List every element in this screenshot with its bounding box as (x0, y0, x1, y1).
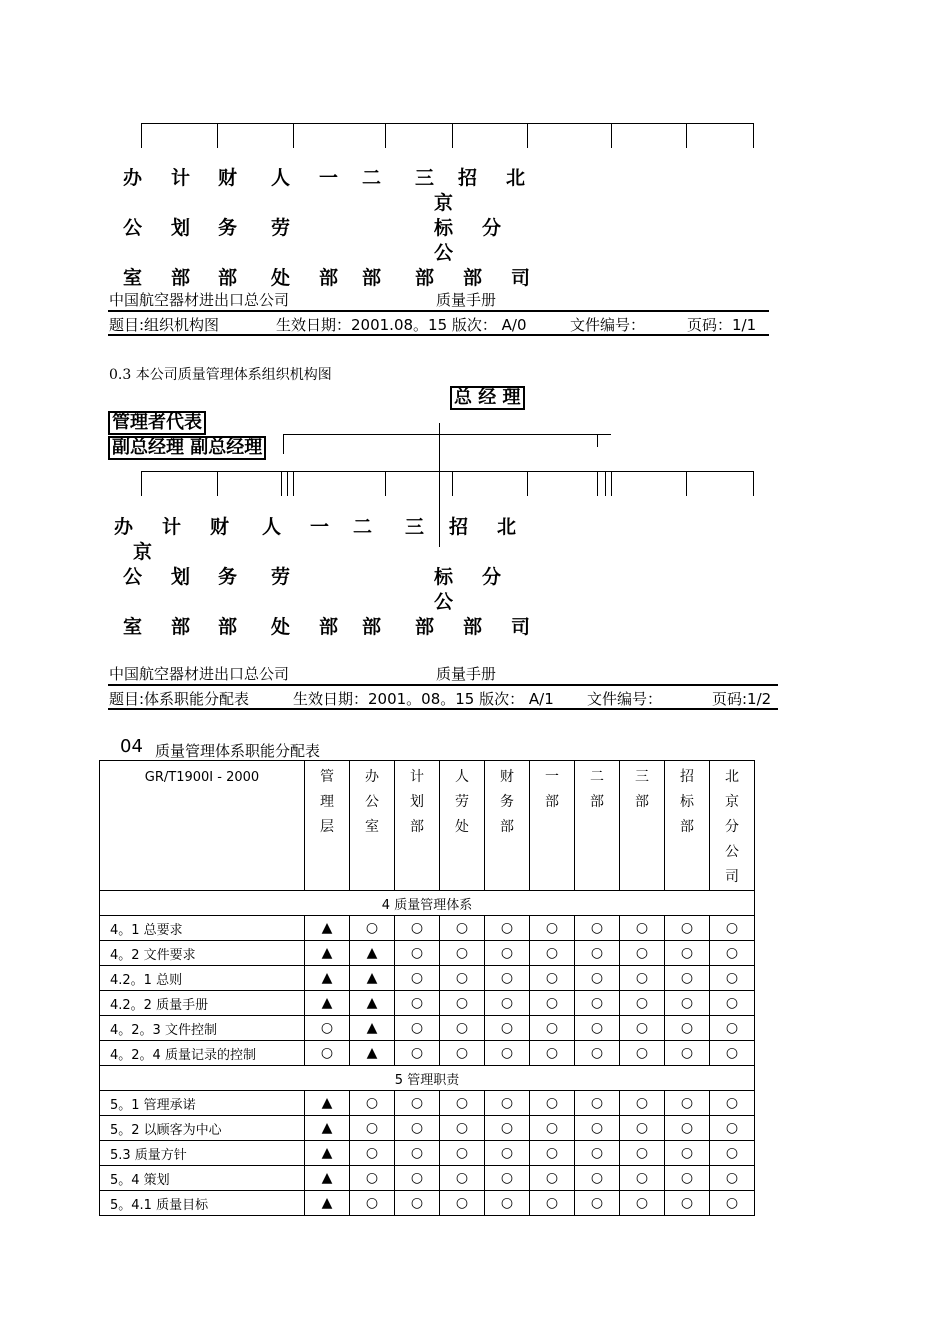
org2-r3-c7: 部 (415, 616, 435, 638)
org2-r1-c8: 招 (449, 516, 469, 538)
org2-drop (753, 471, 754, 496)
org1-dept-finance-3: 部 (218, 267, 238, 289)
column-header-label: 三部 (635, 769, 649, 810)
column-header-label: 招标部 (680, 769, 694, 835)
related-mark: ○ (665, 916, 710, 941)
org2-r1-c2: 计 (162, 516, 182, 538)
related-mark: ○ (575, 1041, 620, 1066)
related-mark: ○ (665, 1191, 710, 1216)
org1-drop (686, 123, 687, 148)
responsible-mark: ▲ (350, 991, 395, 1016)
related-mark: ○ (485, 1141, 530, 1166)
related-mark: ○ (575, 1091, 620, 1116)
requirement-cell: 4.2。1 总则 (100, 966, 305, 991)
requirement-cell: 5.3 质量方针 (100, 1141, 305, 1166)
related-mark: ○ (575, 966, 620, 991)
org2-drop (385, 471, 386, 496)
related-mark: ○ (395, 1041, 440, 1066)
related-mark: ○ (710, 941, 755, 966)
related-mark: ○ (665, 1016, 710, 1041)
org1-dept-one-3: 部 (319, 267, 339, 289)
org2-drop (611, 471, 612, 496)
column-header-label: 办公室 (365, 769, 379, 835)
column-header-label: 北京分公司 (725, 769, 739, 885)
related-mark: ○ (395, 991, 440, 1016)
table-row (100, 1091, 755, 1116)
org1-dept-plan-3: 部 (171, 267, 191, 289)
responsible-mark: ▲ (305, 1141, 350, 1166)
related-mark: ○ (395, 1091, 440, 1116)
org1-dept-finance-1: 财 (218, 167, 238, 189)
column-header-label: 财务部 (500, 769, 514, 835)
gm-label: 总 经 理 (451, 387, 524, 409)
related-mark: ○ (440, 1191, 485, 1216)
org1-dept-hr-1: 人 (271, 167, 291, 189)
org2-r2-c5: 标 (434, 566, 454, 588)
related-mark: ○ (350, 1141, 395, 1166)
related-mark: ○ (620, 1091, 665, 1116)
related-mark: ○ (440, 1016, 485, 1041)
requirement-cell: 5。2 以顾客为中心 (100, 1116, 305, 1141)
org2-r1-c6: 二 (353, 516, 373, 538)
org1-dept-beijing-1: 北 (506, 167, 526, 189)
responsible-mark: ▲ (305, 1166, 350, 1191)
vgm-label: 副总经理 副总经理 (109, 437, 265, 459)
related-mark: ○ (710, 1041, 755, 1066)
org2-drop (287, 471, 288, 496)
org2-drop (527, 471, 528, 496)
related-mark: ○ (620, 1116, 665, 1141)
table-row (100, 941, 755, 966)
org1-drop (611, 123, 612, 148)
related-mark: ○ (620, 916, 665, 941)
related-mark: ○ (530, 1091, 575, 1116)
org1-dept-beijing-5: 司 (511, 267, 531, 289)
related-mark: ○ (665, 1041, 710, 1066)
org1-dept-office-1: 办 (123, 167, 143, 189)
org2-drop (452, 471, 453, 496)
related-mark: ○ (440, 941, 485, 966)
footer1-subject: 题目:组织机构图 (109, 316, 220, 334)
org1-dept-plan-2: 划 (171, 217, 191, 239)
related-mark: ○ (440, 1141, 485, 1166)
org2-drop (597, 471, 598, 496)
org1-drop (217, 123, 218, 148)
related-mark: ○ (395, 941, 440, 966)
org1-dept-finance-2: 务 (218, 217, 238, 239)
related-mark: ○ (620, 1166, 665, 1191)
related-mark: ○ (350, 916, 395, 941)
related-mark: ○ (620, 991, 665, 1016)
requirement-cell: 5。4 策划 (100, 1166, 305, 1191)
requirement-cell: 4。2。3 文件控制 (100, 1016, 305, 1041)
column-header (710, 761, 755, 891)
footer2-manual: 质量手册 (436, 665, 497, 683)
table-row (100, 966, 755, 991)
org2-r2-c4: 劳 (271, 566, 291, 588)
column-header-label: 人劳处 (455, 769, 469, 835)
related-mark: ○ (395, 1116, 440, 1141)
responsible-mark: ▲ (350, 1016, 395, 1041)
org2-r1-c4: 人 (262, 516, 282, 538)
footer2-rule-bottom (108, 708, 778, 710)
org2-vgm-line (283, 434, 611, 435)
footer2-page: 页码:1/2 (712, 690, 772, 708)
related-mark: ○ (395, 1166, 440, 1191)
org2-r2-c6: 分 (482, 566, 502, 588)
requirement-cell: 5。1 管理承诺 (100, 1091, 305, 1116)
org1-dept-beijing-2: 京 (434, 192, 454, 214)
org2-r1-c7: 三 (405, 516, 425, 538)
section-title: 4 质量管理体系 (100, 891, 755, 916)
org2-r1-c5: 一 (310, 516, 330, 538)
related-mark: ○ (530, 966, 575, 991)
org2-r3-c1: 室 (123, 616, 143, 638)
related-mark: ○ (305, 1041, 350, 1066)
related-mark: ○ (530, 1166, 575, 1191)
org2-r3-c3: 部 (218, 616, 238, 638)
org2-r3-c4: 处 (271, 616, 291, 638)
related-mark: ○ (530, 1116, 575, 1141)
responsible-mark: ▲ (305, 916, 350, 941)
org2-r3-c8: 部 (463, 616, 483, 638)
related-mark: ○ (530, 941, 575, 966)
related-mark: ○ (530, 991, 575, 1016)
org1-dept-beijing-3: 分 (482, 217, 502, 239)
related-mark: ○ (575, 1116, 620, 1141)
table-row (100, 1016, 755, 1041)
standard-label: GR/T1900I - 2000 (100, 761, 305, 891)
related-mark: ○ (485, 966, 530, 991)
column-header-label: 二部 (590, 769, 604, 810)
related-mark: ○ (350, 1166, 395, 1191)
table-row (100, 1141, 755, 1166)
section04-title: 质量管理体系职能分配表 (155, 742, 321, 760)
org2-r1-c9: 北 (497, 516, 517, 538)
related-mark: ○ (710, 1191, 755, 1216)
column-header (305, 761, 350, 891)
related-mark: ○ (530, 1016, 575, 1041)
related-mark: ○ (575, 941, 620, 966)
related-mark: ○ (620, 1191, 665, 1216)
related-mark: ○ (305, 1016, 350, 1041)
org2-jing: 京 (133, 541, 153, 563)
org2-r2-c1: 公 (123, 566, 143, 588)
footer1-manual: 质量手册 (436, 291, 497, 309)
related-mark: ○ (620, 1041, 665, 1066)
related-mark: ○ (710, 1116, 755, 1141)
column-header (530, 761, 575, 891)
rep-box (108, 411, 206, 435)
table-row (100, 991, 755, 1016)
table-row (100, 1116, 755, 1141)
org1-drop (753, 123, 754, 148)
org1-hline (141, 123, 754, 124)
org2-r2-c3: 务 (218, 566, 238, 588)
related-mark: ○ (485, 1091, 530, 1116)
org1-dept-tender-3: 部 (463, 267, 483, 289)
footer2-docno: 文件编号： (587, 690, 663, 708)
table-row (100, 1191, 755, 1216)
org1-dept-one-1: 一 (319, 167, 339, 189)
footer1-effective: 生效日期：2001.08。15 版次： A/0 (276, 316, 527, 334)
org2-r3-c9: 司 (511, 616, 531, 638)
section03-title: 0.3 本公司质量管理体系组织机构图 (109, 367, 332, 383)
related-mark: ○ (440, 991, 485, 1016)
responsible-mark: ▲ (350, 941, 395, 966)
responsible-mark: ▲ (350, 966, 395, 991)
related-mark: ○ (575, 1141, 620, 1166)
table-row (100, 916, 755, 941)
responsible-mark: ▲ (305, 1091, 350, 1116)
related-mark: ○ (485, 1041, 530, 1066)
related-mark: ○ (710, 991, 755, 1016)
related-mark: ○ (710, 1141, 755, 1166)
org1-dept-tender-2: 标 (434, 217, 454, 239)
related-mark: ○ (530, 1191, 575, 1216)
related-mark: ○ (485, 991, 530, 1016)
related-mark: ○ (485, 1166, 530, 1191)
related-mark: ○ (485, 1016, 530, 1041)
footer2-company: 中国航空器材进出口总公司 (109, 665, 290, 683)
requirement-cell: 5。4.1 质量目标 (100, 1191, 305, 1216)
function-allocation-table (99, 760, 755, 1216)
org2-r2-c2: 划 (171, 566, 191, 588)
table-row (100, 1166, 755, 1191)
org1-drop (293, 123, 294, 148)
footer2-subject: 题目:体系职能分配表 (109, 690, 250, 708)
org2-r1-c3: 财 (210, 516, 230, 538)
related-mark: ○ (350, 1191, 395, 1216)
related-mark: ○ (485, 941, 530, 966)
requirement-cell: 4.2。2 质量手册 (100, 991, 305, 1016)
org1-dept-hr-2: 劳 (271, 217, 291, 239)
related-mark: ○ (530, 1041, 575, 1066)
org1-drop (452, 123, 453, 148)
related-mark: ○ (710, 1091, 755, 1116)
footer2-rule-top (108, 684, 778, 686)
related-mark: ○ (665, 991, 710, 1016)
section-row (100, 1066, 755, 1091)
related-mark: ○ (665, 1141, 710, 1166)
org2-r3-c5: 部 (319, 616, 339, 638)
footer1-company: 中国航空器材进出口总公司 (109, 291, 290, 309)
org1-dept-tender-1: 招 (458, 167, 478, 189)
org1-dept-office-2: 公 (123, 217, 143, 239)
related-mark: ○ (485, 916, 530, 941)
related-mark: ○ (620, 1016, 665, 1041)
related-mark: ○ (710, 916, 755, 941)
footer1-page: 页码：1/1 (687, 316, 757, 334)
responsible-mark: ▲ (305, 941, 350, 966)
related-mark: ○ (710, 1166, 755, 1191)
org2-gong: 公 (434, 591, 454, 613)
related-mark: ○ (395, 1191, 440, 1216)
column-header (620, 761, 665, 891)
related-mark: ○ (395, 1016, 440, 1041)
related-mark: ○ (575, 1166, 620, 1191)
column-header (485, 761, 530, 891)
responsible-mark: ▲ (305, 1191, 350, 1216)
org2-r1-c1: 办 (114, 516, 134, 538)
org2-trunk (439, 423, 440, 547)
footer1-docno: 文件编号： (570, 316, 646, 334)
column-header (575, 761, 620, 891)
org1-dept-office-3: 室 (123, 267, 143, 289)
org1-drop (527, 123, 528, 148)
section04-number: 04 (120, 736, 143, 757)
footer1-rule-bottom (108, 334, 769, 336)
related-mark: ○ (620, 1141, 665, 1166)
related-mark: ○ (440, 1041, 485, 1066)
org1-drop (141, 123, 142, 148)
related-mark: ○ (575, 916, 620, 941)
org2-drop (281, 471, 282, 496)
related-mark: ○ (665, 966, 710, 991)
related-mark: ○ (485, 1116, 530, 1141)
rep-label: 管理者代表 (109, 412, 205, 434)
org1-dept-beijing-4: 公 (434, 242, 454, 264)
column-header (350, 761, 395, 891)
requirement-cell: 4。2。4 质量记录的控制 (100, 1041, 305, 1066)
related-mark: ○ (440, 916, 485, 941)
org2-vgm-drop (597, 434, 598, 447)
related-mark: ○ (440, 966, 485, 991)
related-mark: ○ (575, 1016, 620, 1041)
related-mark: ○ (665, 1116, 710, 1141)
org1-drop (385, 123, 386, 148)
org2-r3-c6: 部 (362, 616, 382, 638)
responsible-mark: ▲ (305, 966, 350, 991)
org1-dept-two-3: 部 (362, 267, 382, 289)
requirement-cell: 4。1 总要求 (100, 916, 305, 941)
related-mark: ○ (530, 916, 575, 941)
related-mark: ○ (395, 1141, 440, 1166)
requirement-cell: 4。2 文件要求 (100, 941, 305, 966)
org1-dept-hr-3: 处 (271, 267, 291, 289)
org2-hline (141, 471, 754, 472)
related-mark: ○ (620, 941, 665, 966)
related-mark: ○ (350, 1091, 395, 1116)
related-mark: ○ (665, 1091, 710, 1116)
related-mark: ○ (440, 1166, 485, 1191)
org2-drop (141, 471, 142, 496)
related-mark: ○ (530, 1141, 575, 1166)
org2-drop (686, 471, 687, 496)
related-mark: ○ (665, 1166, 710, 1191)
related-mark: ○ (710, 966, 755, 991)
org2-drop (293, 471, 294, 496)
related-mark: ○ (395, 916, 440, 941)
column-header (665, 761, 710, 891)
footer2-effective: 生效日期：2001。08。15 版次： A/1 (293, 690, 554, 708)
responsible-mark: ▲ (305, 991, 350, 1016)
section-title: 5 管理职责 (100, 1066, 755, 1091)
related-mark: ○ (440, 1116, 485, 1141)
related-mark: ○ (575, 991, 620, 1016)
section-row (100, 891, 755, 916)
column-header (440, 761, 485, 891)
column-header-label: 计划部 (410, 769, 424, 835)
org1-dept-three-1: 三 (415, 167, 435, 189)
org2-drop (217, 471, 218, 496)
column-header-label: 管理层 (320, 769, 334, 835)
org2-r3-c2: 部 (171, 616, 191, 638)
vgm-box (108, 436, 266, 460)
related-mark: ○ (710, 1016, 755, 1041)
gm-box (450, 386, 525, 410)
org1-dept-three-3: 部 (415, 267, 435, 289)
related-mark: ○ (620, 966, 665, 991)
table-row (100, 1041, 755, 1066)
responsible-mark: ▲ (305, 1116, 350, 1141)
org2-drop (605, 471, 606, 496)
org1-dept-two-1: 二 (362, 167, 382, 189)
related-mark: ○ (665, 941, 710, 966)
footer1-rule-top (108, 310, 769, 312)
column-header (395, 761, 440, 891)
related-mark: ○ (350, 1116, 395, 1141)
org2-vgm-drop (283, 434, 284, 454)
related-mark: ○ (440, 1091, 485, 1116)
responsible-mark: ▲ (350, 1041, 395, 1066)
column-header-label: 一部 (545, 769, 559, 810)
related-mark: ○ (395, 966, 440, 991)
org1-dept-plan-1: 计 (171, 167, 191, 189)
related-mark: ○ (485, 1191, 530, 1216)
table-header-row (100, 761, 755, 891)
related-mark: ○ (575, 1191, 620, 1216)
